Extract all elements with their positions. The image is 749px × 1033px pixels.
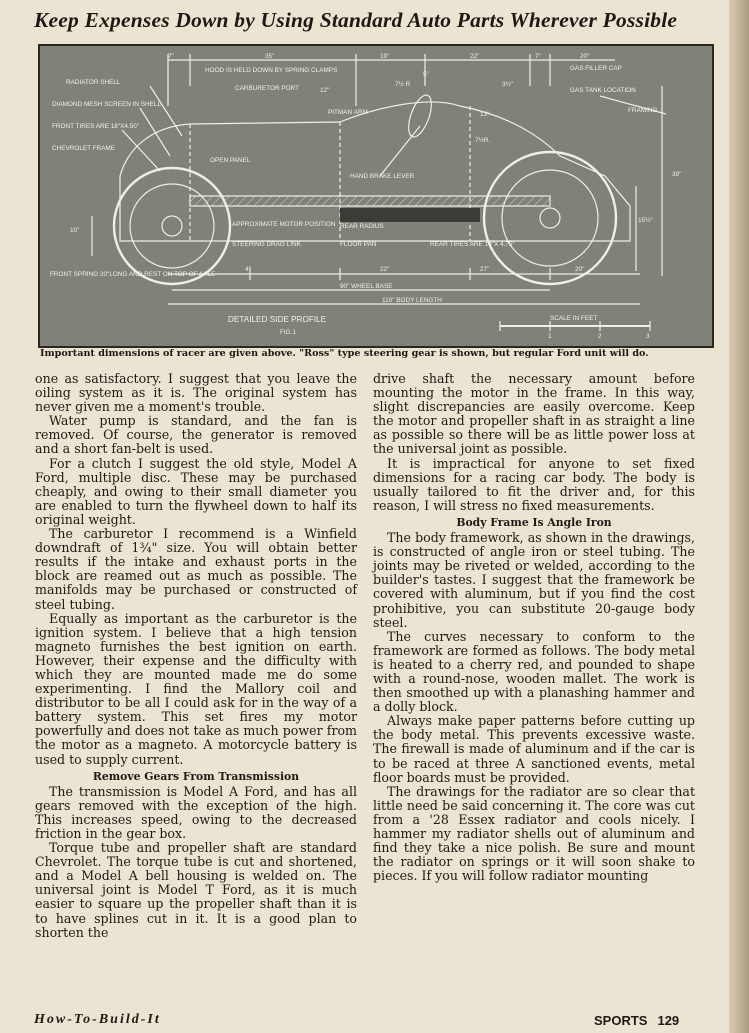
open-panel-label: OPEN PANEL <box>210 157 251 164</box>
carburetor-port-label: CARBURETOR PORT <box>235 85 300 92</box>
rear-radius-label: REAR RADIUS <box>340 223 384 230</box>
scale-1: 1 <box>548 333 552 340</box>
right-paragraph-1: drive shaft the necessary amount before mounting the motor in the frame. In this way, slight discrepancies are easily overcome. Keep the motor and propeller shaft in as straight a line as possible so there will be as little power loss at the universal joint as possible. <box>373 371 695 457</box>
dim-13: 13" <box>480 111 490 118</box>
steering-wheel <box>404 92 436 140</box>
dim-22-top: 22" <box>470 53 480 60</box>
pitman-arm-label: PITMAN ARM <box>328 109 368 116</box>
gas-tank-label: GAS TANK LOCATION <box>570 87 636 94</box>
left-subheading: Remove Gears From Transmission <box>92 769 300 783</box>
racer-diagram <box>40 46 712 346</box>
right-column <box>373 372 695 883</box>
left-paragraph-5: Equally as important as the carburetor is the ignition system. I believe that a high tension magneto furnishes the best ignition on earth. However, their expense and the difficulty with which they are mounted made me do some experimenting. I find the Mallory coil and distributor to be all I could ask for in the way of a battery system. This set fires my motor powerfully and does not take as much power from the motor as a magneto. A motorcycle battery is used to supply current. <box>35 610 357 767</box>
chevrolet-frame <box>190 196 550 206</box>
dim-12-top: 12" <box>320 87 330 94</box>
dim-20-lower: 20" <box>575 266 585 273</box>
dim-15-5: 15½" <box>638 217 653 224</box>
dim-19: 19" <box>380 53 390 60</box>
front-spring-label: FRONT SPRING 20"LONG AND REST ON TOP OF AXLE <box>50 271 216 278</box>
rear-wheel <box>484 152 616 284</box>
floor-pan-label: FLOOR PAN <box>340 241 377 248</box>
dim-35: 35" <box>265 53 275 60</box>
floor-pan <box>340 208 480 222</box>
approx-motor-label: APPROXIMATE MOTOR POSITION <box>232 221 336 228</box>
left-paragraph-7: Torque tube and propeller shaft are standard Chevrolet. The torque tube is cut and shortened, and a Model A bell housing is welded on. The universal joint is Model T Ford, as it is much easier to square up the propeller shaft than it is to have splines cut in it. It is a good plan to shorten the <box>35 840 357 940</box>
figure-caption: Important dimensions of racer are given above. "Ross" type steering gear is shown, but regular Ford unit will do. <box>40 348 649 359</box>
steering-drag-label: STEERING DRAG LINK <box>232 241 301 248</box>
hand-brake-label: HAND BRAKE LEVER <box>350 173 415 180</box>
right-paragraph-6: The drawings for the radiator are so clear that little need be said concerning it. The core was cut from a '28 Essex radiator and cools nicely. I hammer my radiator shells out of aluminum and find they take a nice polish. Be sure and mount the radiator on springs or it will soon shake to pieces. If you will follow radiator mounting <box>373 783 695 884</box>
fig-number: FIG.1 <box>280 329 296 336</box>
right-paragraph-3: The body framework, as shown in the drawings, is constructed of angle iron or steel tubing. The joints may be riveted or welded, according to the builder's tastes. I suggest that the framework be covered with aluminum, but if you find the cost prohibitive, you can substitute 20-gauge body steel. <box>373 530 695 630</box>
right-paragraph-4: The curves necessary to conform to the framework are formed as follows. The body metal is heated to a cherry red, and pounded to shape with a round-nose, wooden mallet. The work is then smoothed up with a planashing hammer and a dolly block. <box>373 628 695 715</box>
front-tires-label: FRONT TIRES ARE 18"X4.50" <box>52 123 140 130</box>
right-subheading: Body Frame Is Angle Iron <box>456 515 612 529</box>
scale-3: 3 <box>646 333 650 340</box>
page-headline: Keep Expenses Down by Using Standard Auto Parts Wherever Possible <box>34 8 678 32</box>
left-paragraph-1: one as satisfactory. I suggest that you leave the oiling system as it is. The original system has never given me a moment's trouble. <box>35 371 357 415</box>
hood-label: HOOD IS HELD DOWN BY SPRING CLAMPS <box>205 67 338 74</box>
left-paragraph-2: Water pump is standard, and the fan is removed. Of course, the generator is removed and a short fan-belt is used. <box>35 413 357 457</box>
detailed-profile-title: DETAILED SIDE PROFILE <box>228 315 327 324</box>
dim-22-lower: 22" <box>380 266 390 273</box>
radiator-shell-label: RADIATOR SHELL <box>66 79 121 86</box>
dim-3-5: 3½" <box>502 81 514 88</box>
rear-tires-label: REAR TIRES ARE 19"X 4.75" <box>430 241 515 248</box>
chevrolet-frame-label: CHEVROLET FRAME <box>52 145 116 152</box>
footer-section-name: SPORTS <box>594 1013 648 1028</box>
footer-section <box>594 1013 679 1028</box>
diamond-mesh-label: DIAMOND MESH SCREEN IN SHELL <box>52 101 162 108</box>
dim-39: 39" <box>672 171 682 178</box>
dim-7-rear: 7" <box>535 53 541 60</box>
dim-5: 5" <box>423 71 429 78</box>
dim-7-5r-lower: 7½R. <box>475 137 491 144</box>
dim-7-front: 7" <box>168 53 174 60</box>
dim-10-left: 10" <box>70 227 80 234</box>
left-paragraph-6: The transmission is Model A Ford, and has all gears removed with the exception of the high. This increases speed, owing to the decreased friction in the gear box. <box>35 783 357 841</box>
dim-20-top: 20" <box>580 53 590 60</box>
left-column <box>35 372 357 940</box>
page-spine-shadow <box>729 0 749 1033</box>
dim-4: 4" <box>245 266 251 273</box>
detailed-side-profile-figure <box>38 44 714 348</box>
right-paragraph-5: Always make paper patterns before cutting up the body metal. This prevents excessive waste. The firewall is made of aluminum and if the car is to be raced at three A sanctioned events, metal floor boards must be provided. <box>373 713 695 785</box>
framing-label: FRAMING <box>628 107 658 114</box>
right-paragraph-2: It is impractical for anyone to set fixed dimensions for a racing car body. The body is usually tailored to fit the driver and, for this reason, I will stress no fixed measurements. <box>373 455 695 513</box>
body-length-label: 110" BODY LENGTH <box>382 297 442 304</box>
page-number: 129 <box>657 1013 680 1028</box>
gas-filler-label: GAS FILLER CAP <box>570 65 622 72</box>
left-paragraph-4: The carburetor I recommend is a Winfield downdraft of 1¾" size. You will obtain better results if the intake and exhaust ports in the block are reamed out as much as possible. The manifolds may be purchased or constructed of steel tubing. <box>35 526 357 612</box>
scale-2: 2 <box>598 333 602 340</box>
dim-27: 27" <box>480 266 490 273</box>
scale-label: SCALE IN FEET <box>550 315 598 322</box>
front-wheel <box>114 168 230 284</box>
dim-7-5r: 7½ R <box>395 81 411 88</box>
wheel-base-label: 90" WHEEL BASE <box>340 283 393 290</box>
footer-title: How-To-Build-It <box>34 1012 161 1027</box>
left-paragraph-3: For a clutch I suggest the old style, Model A Ford, multiple disc. These may be purchased cheaply, and owing to their small diameter you are enabled to turn the flywheel down to half its original weight. <box>35 455 357 527</box>
